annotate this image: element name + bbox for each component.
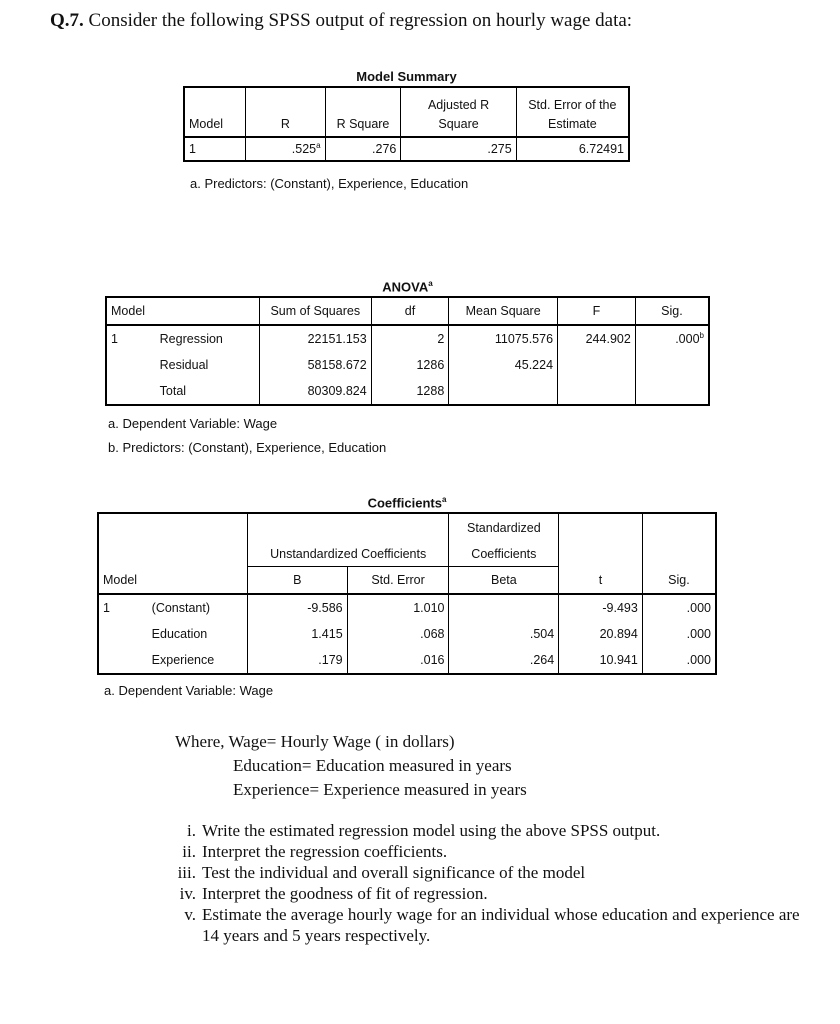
anova-header-sig: Sig.	[635, 297, 709, 325]
anova-row-df: 1286	[371, 352, 449, 378]
anova-footnote-a: a. Dependent Variable: Wage	[108, 416, 278, 431]
ms-row-r-square: .276	[325, 137, 401, 161]
question-heading	[50, 10, 632, 32]
coef-row-b: -9.586	[247, 594, 347, 621]
anova-row-ss: 22151.153	[259, 325, 371, 352]
coef-row-beta	[449, 594, 559, 621]
question-item: iii. Test the individual and overall significance of the model	[177, 863, 586, 882]
anova-model-num: 1	[106, 325, 156, 352]
coef-model-num: 1	[98, 594, 148, 621]
coef-header-unstd: Unstandardized Coefficients	[247, 542, 449, 567]
model-summary-table	[183, 86, 630, 162]
coef-row-sig: .000	[642, 594, 716, 621]
coef-table	[97, 512, 717, 675]
ms-header-r-square: R Square	[325, 112, 401, 137]
coef-row-b: 1.415	[247, 621, 347, 647]
anova-row-ms: 11075.576	[449, 325, 558, 352]
coef-row-se: .016	[347, 647, 449, 674]
coef-row-label: (Constant)	[151, 601, 211, 615]
coef-row-se: 1.010	[347, 594, 449, 621]
coef-row-beta: .504	[449, 621, 559, 647]
question-item: i. Write the estimated regression model using the above SPSS output.	[187, 821, 661, 840]
coef-row-sig: .000	[642, 621, 716, 647]
coef-header-sig: Sig.	[642, 567, 716, 595]
coef-row-t: 10.941	[559, 647, 643, 674]
coef-row-se: .068	[347, 621, 449, 647]
ms-header-stderr-2: Estimate	[516, 112, 629, 137]
question-item: v. Estimate the average hourly wage for an individual whose education and experience are 14 years and 5 years respectively.	[184, 905, 800, 945]
anova-row-ss: 80309.824	[259, 378, 371, 405]
coef-header-model: Model	[98, 567, 247, 595]
model-summary-title: Model Summary	[356, 69, 457, 84]
ms-row-r: .525$^a$	[246, 137, 325, 161]
coef-header-b: B	[247, 567, 347, 595]
ms-header-adj-r-2: Square	[401, 112, 516, 137]
anova-row-f: 244.902	[558, 325, 636, 352]
anova-footnote-b: b. Predictors: (Constant), Experience, Education	[108, 440, 387, 455]
coef-row-beta: .264	[449, 647, 559, 674]
question-number: Q.7.	[50, 10, 84, 31]
ms-row-std-err: 6.72491	[516, 137, 629, 161]
anova-row-ms: 45.224	[449, 352, 558, 378]
definition-experience: Experience= Experience measured in years	[233, 780, 527, 799]
anova-header-df: df	[371, 297, 449, 325]
anova-header-ms: Mean Square	[449, 297, 558, 325]
coef-header-beta: Beta	[449, 567, 559, 595]
anova-row-label: Total	[156, 378, 260, 405]
question-text: Consider the following SPSS output of regression on hourly wage data:	[88, 10, 633, 31]
anova-title: ANOVA$^a$	[382, 279, 433, 295]
ms-header-adj-r-1: Adjusted R	[401, 87, 516, 112]
ms-header-model: Model	[184, 112, 246, 137]
question-item: iv. Interpret the goodness of fit of regression.	[179, 884, 488, 903]
coef-row-b: .179	[247, 647, 347, 674]
coef-header-std-2: Coefficients	[449, 542, 559, 567]
coef-row-t: -9.493	[559, 594, 643, 621]
ms-footnote: a. Predictors: (Constant), Experience, Education	[190, 176, 469, 191]
anova-row-df: 2	[371, 325, 449, 352]
definition-education: Education= Education measured in years	[233, 756, 512, 775]
coef-header-std-error: Std. Error	[347, 567, 449, 595]
definition-wage: Where, Wage= Hourly Wage ( in dollars)	[175, 732, 455, 751]
anova-header-model: Model	[106, 297, 259, 325]
anova-row-label: Regression	[159, 332, 223, 346]
anova-header-ss: Sum of Squares	[259, 297, 371, 325]
question-list	[160, 820, 800, 946]
ms-header-r: R	[246, 112, 325, 137]
coef-row-t: 20.894	[559, 621, 643, 647]
anova-row-sig: .000$^b$	[635, 325, 709, 352]
coef-row-label: Experience	[148, 647, 248, 674]
coef-row-label: Education	[151, 627, 208, 641]
coef-header-t: t	[559, 567, 643, 595]
anova-header-f: F	[558, 297, 636, 325]
ms-row-adj-r-square: .275	[401, 137, 516, 161]
coef-title: Coefficients$^a$	[367, 495, 447, 511]
ms-row-model: 1	[184, 137, 246, 161]
anova-row-label: Residual	[159, 358, 209, 372]
ms-header-stderr-1: Std. Error of the	[516, 87, 629, 112]
anova-table	[105, 296, 710, 406]
coef-footnote: a. Dependent Variable: Wage	[104, 683, 274, 698]
question-item: ii. Interpret the regression coefficients.	[182, 842, 448, 861]
anova-row-df: 1288	[371, 378, 449, 405]
anova-row-ss: 58158.672	[259, 352, 371, 378]
coef-header-std-1: Standardized	[449, 513, 559, 542]
coef-row-sig: .000	[642, 647, 716, 674]
